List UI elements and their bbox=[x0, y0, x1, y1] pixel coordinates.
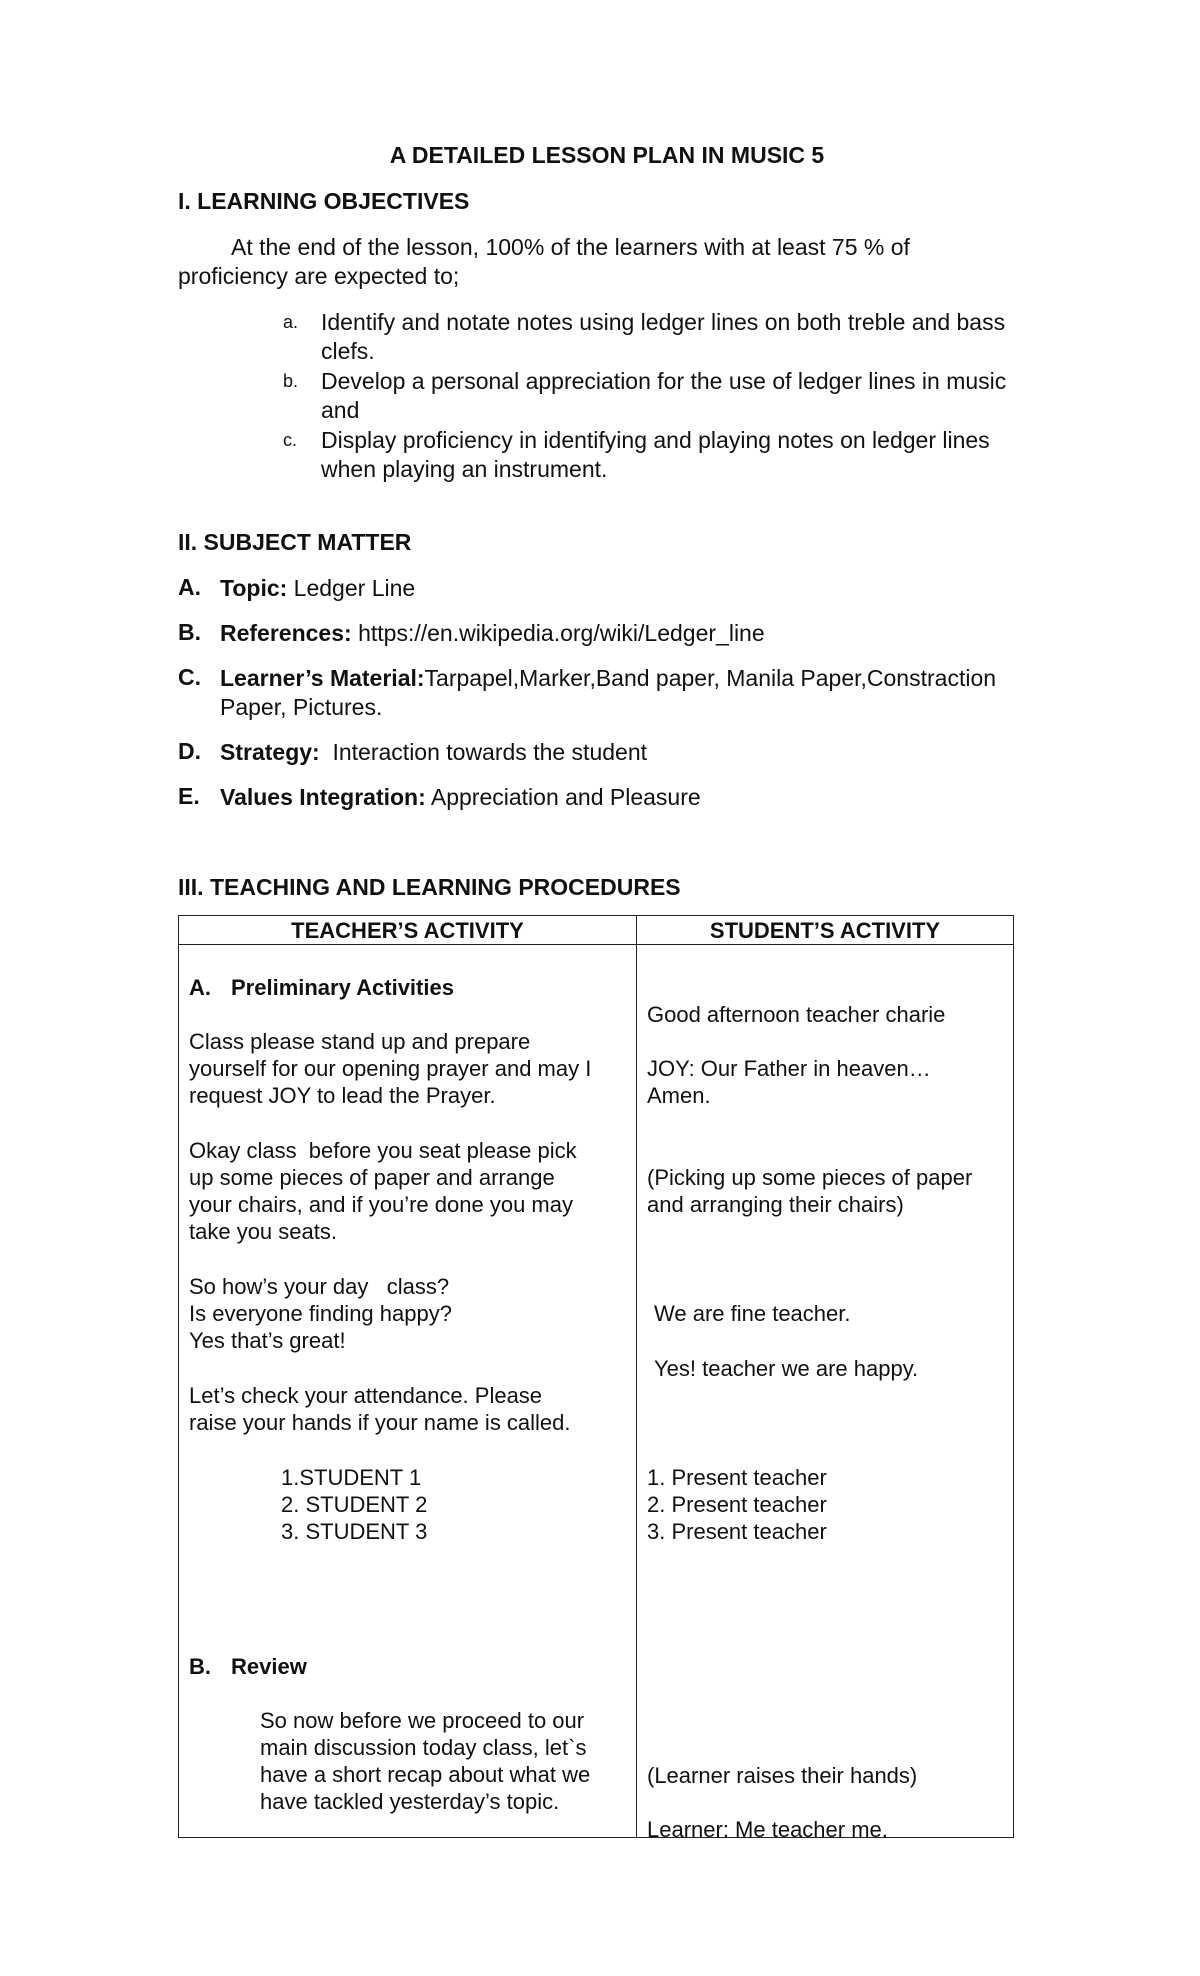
subject-letter: A. bbox=[178, 574, 201, 600]
subject-letter: D. bbox=[178, 738, 201, 764]
list-item: 1.STUDENT 1 bbox=[281, 1465, 422, 1490]
text-line: (Picking up some pieces of paper bbox=[647, 1165, 973, 1190]
teacher-greeting-text bbox=[189, 1273, 626, 1354]
subject-topic bbox=[220, 574, 415, 603]
text-line: So how’s your day class? bbox=[189, 1274, 450, 1299]
list-item: 2. STUDENT 2 bbox=[281, 1492, 428, 1517]
list-item: 1. Present teacher bbox=[647, 1465, 827, 1490]
subject-label: References: bbox=[220, 620, 352, 646]
objective-letter: b. bbox=[283, 371, 299, 391]
text-line: Yes that’s great! bbox=[189, 1328, 346, 1353]
subject-values bbox=[220, 783, 701, 812]
text-line: yourself for our opening prayer and may I bbox=[189, 1056, 592, 1081]
subject-value: Appreciation and Pleasure bbox=[425, 784, 701, 810]
teacher-column-header: TEACHER’S ACTIVITY bbox=[291, 918, 524, 943]
review-heading: Review bbox=[231, 1654, 307, 1679]
teacher-attendance-text bbox=[189, 1382, 626, 1436]
text-line: your chairs, and if you’re done you may bbox=[189, 1192, 573, 1217]
objective-c-line1: Display proficiency in identifying and playing notes on ledger lines bbox=[321, 427, 990, 453]
subject-value: https://en.wikipedia.org/wiki/Ledger_line bbox=[351, 620, 765, 646]
text-line: Class please stand up and prepare bbox=[189, 1029, 531, 1054]
student-greeting: Good afternoon teacher charie bbox=[647, 1002, 946, 1027]
student-roll-list bbox=[281, 1464, 427, 1545]
objective-letter: c. bbox=[283, 430, 298, 450]
subject-strategy bbox=[220, 738, 647, 767]
student-fine: We are fine teacher. bbox=[654, 1301, 851, 1326]
objective-a-line2: clefs. bbox=[321, 338, 375, 364]
list-item: 3. Present teacher bbox=[647, 1519, 827, 1544]
objective-b-line2: and bbox=[321, 397, 360, 423]
text-line: raise your hands if your name is called. bbox=[189, 1410, 571, 1435]
teacher-review-text bbox=[260, 1707, 626, 1815]
subject-label: Learner’s Material: bbox=[220, 665, 425, 691]
text-line: take you seats. bbox=[189, 1219, 337, 1244]
page-title: A DETAILED LESSON PLAN IN MUSIC 5 bbox=[389, 142, 825, 168]
text-line: and arranging their chairs) bbox=[647, 1192, 904, 1217]
objectives-intro-line2: proficiency are expected to; bbox=[178, 263, 460, 289]
student-learner-reply: Learner: Me teacher me. bbox=[647, 1817, 888, 1842]
subject-label: Strategy: bbox=[220, 739, 320, 765]
objective-letter: a. bbox=[283, 312, 299, 332]
student-raise-hands: (Learner raises their hands) bbox=[647, 1763, 918, 1788]
subject-value: Tarpapel,Marker,Band paper, Manila Paper,Constraction bbox=[424, 665, 997, 691]
prelim-heading: Preliminary Activities bbox=[231, 975, 454, 1000]
text-line: Is everyone finding happy? bbox=[189, 1301, 452, 1326]
subject-label: Values Integration: bbox=[220, 784, 426, 810]
subject-letter: E. bbox=[178, 783, 200, 809]
header-divider bbox=[179, 944, 1013, 945]
subject-letter: B. bbox=[178, 619, 201, 645]
student-prayer bbox=[647, 1055, 1003, 1109]
objective-c-line2: when playing an instrument. bbox=[321, 456, 608, 482]
subject-letter: C. bbox=[178, 664, 201, 690]
objectives-heading: I. LEARNING OBJECTIVES bbox=[178, 188, 470, 214]
objective-a-line1: Identify and notate notes using ledger lines on both treble and bass bbox=[321, 309, 1006, 335]
subject-value: Interaction towards the student bbox=[319, 739, 648, 765]
text-line: Let’s check your attendance. Please bbox=[189, 1383, 543, 1408]
text-line: Okay class before you seat please pick bbox=[189, 1138, 577, 1163]
subject-materials-line2: Paper, Pictures. bbox=[220, 694, 383, 720]
teacher-prayer-text bbox=[189, 1028, 626, 1109]
subject-label: Topic: bbox=[220, 575, 288, 601]
text-line: So now before we proceed to our bbox=[260, 1708, 585, 1733]
student-happy: Yes! teacher we are happy. bbox=[654, 1356, 919, 1381]
text-line: JOY: Our Father in heaven… bbox=[647, 1056, 931, 1081]
text-line: Amen. bbox=[647, 1083, 711, 1108]
text-line: main discussion today class, let`s bbox=[260, 1735, 587, 1760]
objective-b-line1: Develop a personal appreciation for the use of ledger lines in music bbox=[321, 368, 1007, 394]
procedures-table bbox=[178, 915, 1014, 1842]
list-item: 2. Present teacher bbox=[647, 1492, 827, 1517]
student-picking bbox=[647, 1164, 1007, 1218]
student-column-header: STUDENT’S ACTIVITY bbox=[709, 918, 941, 943]
student-present-list bbox=[647, 1464, 827, 1545]
subject-value: Ledger Line bbox=[287, 575, 416, 601]
prelim-letter: A. bbox=[189, 975, 211, 1000]
text-line: have tackled yesterday’s topic. bbox=[260, 1789, 560, 1814]
subject-materials bbox=[220, 664, 996, 693]
subject-references bbox=[220, 619, 765, 648]
list-item: 3. STUDENT 3 bbox=[281, 1519, 428, 1544]
objectives-intro-line1: At the end of the lesson, 100% of the learners with at least 75 % of bbox=[231, 234, 910, 260]
teacher-chairs-text bbox=[189, 1137, 626, 1245]
procedures-heading: III. TEACHING AND LEARNING PROCEDURES bbox=[178, 874, 681, 900]
subject-heading: II. SUBJECT MATTER bbox=[178, 529, 412, 555]
column-divider bbox=[636, 916, 637, 1837]
review-letter: B. bbox=[189, 1654, 211, 1679]
text-line: request JOY to lead the Prayer. bbox=[189, 1083, 496, 1108]
text-line: have a short recap about what we bbox=[260, 1762, 591, 1787]
text-line: up some pieces of paper and arrange bbox=[189, 1165, 555, 1190]
